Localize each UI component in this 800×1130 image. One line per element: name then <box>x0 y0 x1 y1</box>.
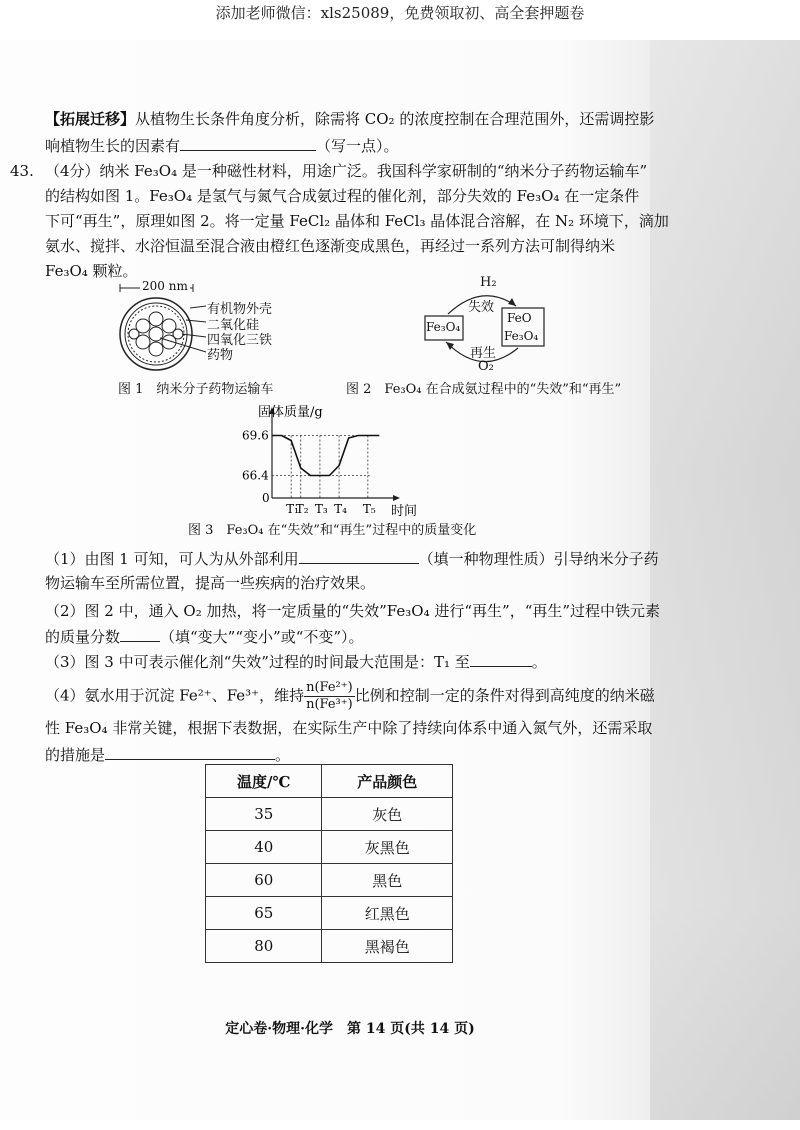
intro-line-4: 氨水、搅拌、水浴恒温至混合液由橙红色逐渐变成黑色，再经过一系列方法可制得纳米 <box>45 237 616 255</box>
x-axis-arrow <box>393 495 400 501</box>
y-tick-label: 69.6 <box>242 428 269 443</box>
fig2-right-box-fe3o4: Fe₃O₄ <box>504 329 539 343</box>
q4-line-2: 性 Fe₃O₄ 非常关键，根据下表数据，在实际生产中除了持续向体系中通入氮气外，还需采取 <box>45 719 653 737</box>
y-axis-label: 固体质量/g <box>258 405 323 420</box>
q2-line-1: （2）图 2 中，通入 O₂ 加热，将一定质量的“失效”Fe₃O₄ 进行“再生”，“再生”过程中铁元素 <box>45 602 661 620</box>
temperature-color-table <box>205 764 453 963</box>
extension-line-1: 【拓展迁移】从植物生长条件角度分析，除需将 CO₂ 的浓度控制在合理范围外，还需调控影 <box>45 110 655 128</box>
x-tick-label: T₁ <box>286 502 299 516</box>
table-row: 80 黑褐色 <box>206 930 453 963</box>
extension-line-2: 响植物生长的因素有 （写一点）。 <box>45 132 399 159</box>
x-tick-label: T₃ <box>314 502 328 516</box>
fig3-mass-chart <box>230 402 430 520</box>
intro-line-2: 的结构如图 1。Fe₃O₄ 是氢气与氮气合成氨过程的催化剂，部分失效的 Fe₃O₄ 在一定条件 <box>45 187 640 205</box>
question-number: 43. <box>10 162 34 180</box>
q3-line: （3）图 3 中可表示催化剂“失效”过程的时间最大范围是：T₁ 至 。 <box>45 648 547 675</box>
watermark-banner: 添加老师微信：xls25089，免费领取初、高全套押题卷 <box>0 0 800 28</box>
fig2-regen-label: 再生 <box>470 346 497 361</box>
page-shadow <box>650 40 800 1120</box>
fig2-h2-label: H₂ <box>480 275 497 290</box>
fig2-fail-label: 失效 <box>468 300 495 315</box>
x-tick-label: T₂ <box>295 502 309 516</box>
fig1-caption: 图 1 纳米分子药物运输车 <box>118 382 274 397</box>
answer-blank-q3[interactable] <box>470 648 532 667</box>
fig1-size-label: 200 nm <box>142 279 188 293</box>
fig1-label-drug: 药物 <box>207 348 234 363</box>
intro-line-5: Fe₃O₄ 颗粒。 <box>45 262 138 280</box>
q4-line-3: 的措施是 。 <box>45 741 290 768</box>
q1-line-1: （1）由图 1 可知，可人为从外部利用 （填一种物理性质）引导纳米分子药 <box>45 545 659 572</box>
fig2-right-box-feo: FeO <box>507 311 532 325</box>
fig2-caption: 图 2 Fe₃O₄ 在合成氨过程中的“失效”和“再生” <box>346 382 622 397</box>
q2-line-2: 的质量分数 （填“变大”“变小”或“不变”）。 <box>45 623 364 650</box>
fe-ratio-fraction: $\frac{\text{n(Fe²⁺)}}{\text{n(Fe³⁺)}}$ <box>306 680 353 712</box>
answer-blank-q1[interactable] <box>299 545 419 564</box>
header-temperature: 温度/℃ <box>206 765 322 798</box>
mass-series-line <box>272 436 379 476</box>
extension-tag: 【拓展迁移】 <box>45 110 136 128</box>
answer-blank-extension[interactable] <box>180 132 316 151</box>
y-tick-label: 66.4 <box>242 468 269 483</box>
table-row: 65 红黑色 <box>206 897 453 930</box>
origin-label: 0 <box>262 491 270 505</box>
table-row: 35 灰色 <box>206 798 453 831</box>
x-tick-label: T₅ <box>362 502 376 516</box>
table-header-row <box>206 765 453 798</box>
answer-blank-q2[interactable] <box>120 623 160 642</box>
table-row: 60 黑色 <box>206 864 453 897</box>
q1-line-2: 物运输车至所需位置，提高一些疾病的治疗效果。 <box>45 574 376 592</box>
x-tick-label: T₄ <box>334 502 347 516</box>
fig1-label-shell: 有机物外壳 <box>207 302 273 317</box>
header-color: 产品颜色 <box>322 765 453 798</box>
fig1-label-magnetite: 四氧化三铁 <box>207 333 273 348</box>
fig1-label-silica: 二氧化硅 <box>207 318 260 333</box>
page-footer: 定心卷·物理·化学 第 14 页(共 14 页) <box>225 1021 475 1037</box>
fig3-caption: 图 3 Fe₃O₄ 在“失效”和“再生”过程中的质量变化 <box>188 523 477 538</box>
answer-blank-q4[interactable] <box>105 741 275 760</box>
intro-line-1: （4分）纳米 Fe₃O₄ 是一种磁性材料，用途广泛。我国科学家研制的“纳米分子药物运输车” <box>45 162 648 180</box>
intro-line-3: 下可“再生”，原理如图 2。将一定量 FeCl₂ 晶体和 FeCl₃ 晶体混合溶解，在 N₂ 环境下，滴加 <box>45 212 669 230</box>
fig2-o2-label: O₂ <box>478 359 494 374</box>
q4-line-1: （4）氨水用于沉淀 Fe²⁺、Fe³⁺，维持 $\frac{\text{n(Fe²⁺)}}{\text{n(Fe³⁺)}}$ 比例和控制一定的条件对得到高纯度的纳米磁 <box>45 680 655 712</box>
x-axis-label: 时间 <box>391 504 418 519</box>
fig2-left-box: Fe₃O₄ <box>426 320 461 334</box>
table-row: 40 灰黑色 <box>206 831 453 864</box>
